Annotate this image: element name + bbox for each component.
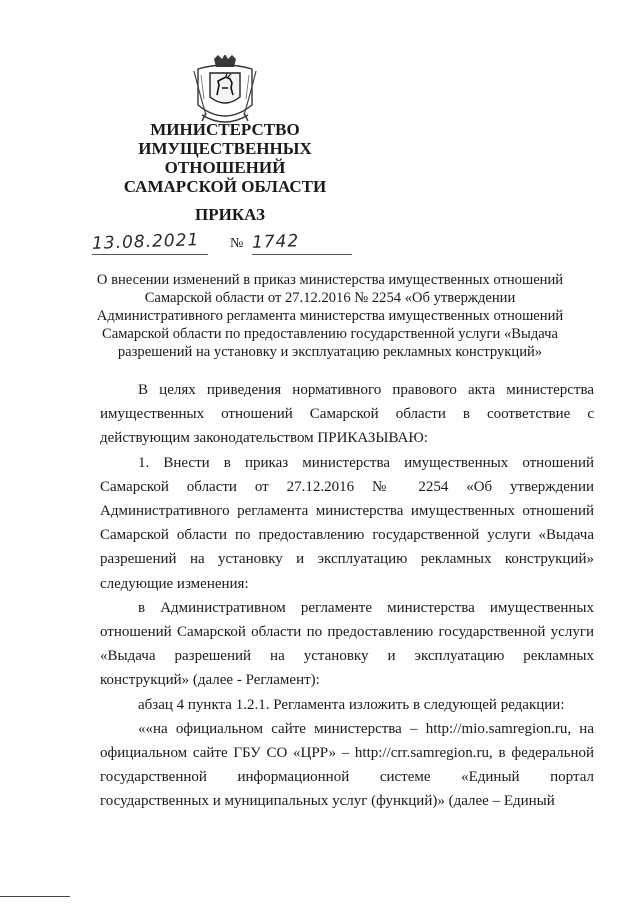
body-paragraph-2: 1. Внести в приказ министерства имущественных отношений Самарской области от 27.12.2016 № 2254 «Об утверждении Административного регламента министерства имущественных отношений Самарской области по предоставлению государственной услуги «Выдача разрешений на установку и эксплуатацию рекламных конструкций» следующие изменения: — [100, 454, 594, 592]
ministry-line-1: МИНИСТЕРСТВО — [150, 120, 300, 139]
order-date-field — [92, 232, 208, 255]
ministry-name — [100, 120, 350, 196]
order-number: 1742 — [251, 231, 300, 253]
ministry-line-4: САМАРСКОЙ ОБЛАСТИ — [123, 177, 327, 196]
order-date: 13.08.2021 — [91, 230, 200, 254]
order-title: ПРИКАЗ — [195, 205, 265, 224]
order-number-field — [252, 232, 352, 255]
samara-coat-of-arms-icon — [192, 55, 258, 127]
footer-divider — [0, 896, 70, 897]
ministry-line-2: ИМУЩЕСТВЕННЫХ — [138, 139, 312, 158]
body-paragraph-5: ««на официальном сайте министерства – http://mio.samregion.ru, на официальном сайте ГБУ СО «ЦРР» – http://crr.samregion.ru, в федеральной государственной информационной системе «Единый портал государственных и муниципальных услуг (функций)» (далее – Единый — [100, 720, 594, 810]
order-number-label: № — [230, 236, 244, 251]
body-paragraph-3: в Административном регламенте министерства имущественных отношений Самарской области по предоставлению государственной услуги «Выдача разрешений на установку и эксплуатацию рекламных конструкций» (далее - Регламент): — [100, 599, 594, 689]
body-paragraph-4: абзац 4 пункта 1.2.1. Регламента изложить в следующей редакции: — [138, 696, 565, 713]
order-body — [100, 378, 594, 814]
order-subject: О внесении изменений в приказ министерства имущественных отношений Самарской области от 27.12.2016 № 2254 «Об утверждении Административного регламента министерства имущественных отношений Самарской области по предоставлению государственной услуги «Выдача разрешений на установку и эксплуатацию рекламных конструкций» — [96, 272, 564, 360]
ministry-line-3: ОТНОШЕНИЙ — [164, 158, 286, 177]
body-paragraph-1: В целях приведения нормативного правового акта министерства имущественных отношений Самарской области в соответствие с действующим законодательством ПРИКАЗЫВАЮ: — [100, 382, 594, 447]
